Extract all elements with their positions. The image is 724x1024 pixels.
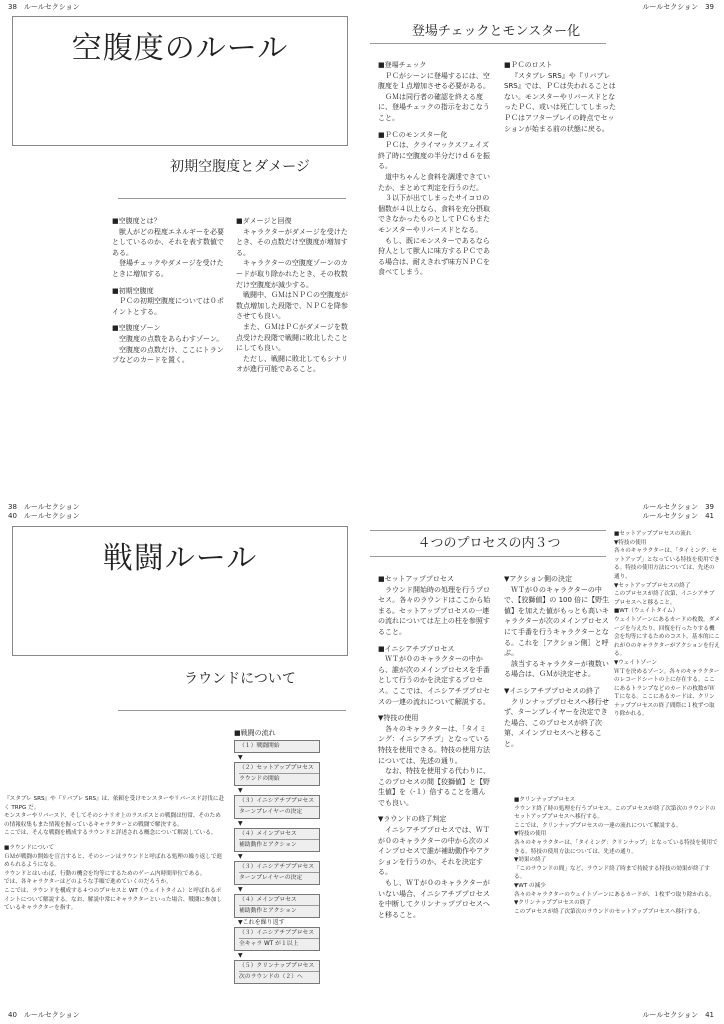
divider <box>118 710 346 711</box>
paragraph: イニシアチブプロセスでは、ＷＴが０のキャラクターの中から次のメインプロセスで誰が補助動作やアクションを行うのか、それを決定する。 <box>378 826 490 877</box>
flow-step-label: （５）クリンナッププロセス <box>239 962 315 969</box>
flow-step-note: 補助動作とアクション <box>239 905 319 916</box>
title-box <box>12 16 348 146</box>
flow-step-note: 全キャラ WT が１以上 <box>239 938 319 949</box>
flow-step-label: （２）セットアッププロセス <box>239 764 314 771</box>
section-heading: ■ＰＣのモンスター化 <box>378 130 448 139</box>
page-header-right: ルールセクション 39 <box>642 3 714 11</box>
section-heading: ▼ラウンドの終了判定 <box>378 815 447 824</box>
paragraph: ただし、戦闘に敗北してもシナリオが進行可能であること。 <box>236 354 348 374</box>
paragraph: 各々のキャラクターのウェイトゾーンにあるカードが、１枚ずつ取り除かれる。 <box>514 891 715 898</box>
flow-arrow: ▼これを繰り返す <box>238 918 285 926</box>
paragraph: ■ラウンドについて <box>4 844 54 851</box>
flow-arrow: ▼ <box>238 852 243 860</box>
page-header-left: 40 ルールセクション <box>8 512 80 520</box>
section-heading: ▼特技の使用 <box>614 539 647 546</box>
section-heading: ■クリンナッププロセス <box>514 797 576 803</box>
flow-step-note: 補助動作とアクション <box>239 839 319 850</box>
divider <box>370 43 606 44</box>
flow-step <box>234 927 320 951</box>
section-heading: ■イニシアチブプロセス <box>378 644 455 653</box>
flow-step <box>234 828 320 852</box>
section-heading: ▼WT の減少 <box>514 882 546 889</box>
section-heading: ■セットアッププロセスの流れ <box>614 531 692 537</box>
flow-step <box>234 861 320 885</box>
paragraph: キャラクターの空腹度ゾーンのカードが取り除かれたとき、その枚数だけ空腹度が減少する。 <box>236 259 348 289</box>
column-processes-1 <box>378 574 492 920</box>
paragraph: 「このラウンドの間」など、ラウンド終了時まで持続する特技の効果が終了する。 <box>514 865 710 881</box>
page-footer-left: 40 ルールセクション <box>8 1011 80 1019</box>
flow-step-note: ターンプレイヤーの決定 <box>239 872 319 883</box>
section-heading: ■空腹度ゾーン <box>112 324 161 333</box>
section-heading: ■ＰＣのロスト <box>504 61 553 69</box>
right-section-title: 登場チェックとモンスター化 <box>411 24 581 39</box>
column-right-1 <box>378 60 492 278</box>
paragraph: ラウンドとはいわば、行動の機会を均等にするためのゲーム内時間単位である。 <box>4 870 206 877</box>
paragraph: もし、既にモンスターであるなら狩人として獣人に味方するＰＣである場合は、耐えきれず味方ＮＰＣを食べてしまう。 <box>378 236 490 277</box>
section-heading: ■WT（ウェイトタイム） <box>614 608 679 615</box>
column-processes-2 <box>504 574 614 750</box>
paragraph: ＧＭは同行者の確認を終える度に、登場チェックの指示をおこなうこと。 <box>378 92 490 122</box>
flow-arrow: ▼ <box>238 951 243 959</box>
flow-step-label: （３）イニシアチブプロセス <box>239 929 315 936</box>
flow-step <box>234 894 320 918</box>
column-left-1 <box>112 216 224 366</box>
flow-step-note: ラウンドの開始 <box>239 773 319 784</box>
section-heading: ▼効果の終了 <box>514 857 547 864</box>
section-heading: ■セットアッププロセス <box>378 575 454 583</box>
section-heading: ▼クリンナッププロセスの終了 <box>514 900 591 907</box>
paragraph: 戦闘中、ＧＭはＮＰＣの空腹度が数点増加した段階で、ＮＰＣを降参させても良い。 <box>236 291 348 321</box>
title-box <box>12 526 348 656</box>
paragraph: モンスターやリバースド、そしてそのシナリオ上のラスボスとの戦闘は恒常、そのための情報収集もまた情報を握っているキャラクターとの戦闘で解決する。 <box>4 813 221 828</box>
paragraph: ＧＭが戦闘の開始を宣言すると、そのシーンはラウンドと呼ばれる処理の繰り返しで進められるようになる。 <box>4 853 223 869</box>
paragraph: 獣人がどの程度エネルギーを必要としているのか、それを表す数値である。 <box>112 227 224 257</box>
paragraph: このプロセスが終了次第次のラウンドのセットアッププロセスへ移行する。 <box>514 908 704 915</box>
column-left-2 <box>236 216 348 375</box>
section-heading: ▼特技の使用 <box>378 714 419 723</box>
paragraph: ＰＣの初期空腹度については０ポイントとする。 <box>112 297 224 316</box>
section-heading: ■初期空腹度 <box>112 286 154 295</box>
section-heading: ▼セットアッププロセスの終了 <box>614 582 691 589</box>
paragraph: 各々のキャラクターは、「タイミング：クリンナップ」となっている特技を使用できる。特技の使用方法については、先述の通り。 <box>514 839 718 855</box>
page-title: 空腹度のルール <box>71 31 289 66</box>
paragraph: ラウンド開始時の処理を行うプロセス。各々のラウンドはここから始まる。セットアッププロセスの一連の流れについては左上の柱を参照すること。 <box>378 585 491 636</box>
paragraph: 道中ちゃんと食料を調達できていたか、まとめて判定を行うのだ。 <box>378 172 490 192</box>
paragraph: もし、ＷＴが０のキャラクターがいない場合、イニシアチブプロセスを中断してクリンナッププロセスへと移ること。 <box>378 879 490 919</box>
paragraph: ＰＣがシーンに登場するには、空腹度を１点増加させる必要がある。 <box>378 71 490 91</box>
column-cleanup <box>514 796 720 916</box>
page-header-left: 38 ルールセクション <box>8 3 80 11</box>
page-header-right: ルールセクション 41 <box>642 512 714 520</box>
flow-list <box>234 740 330 984</box>
divider <box>370 556 606 557</box>
flow-step-label: （１）戦闘開始 <box>239 742 280 749</box>
section-heading: ▼イニシアチブプロセスの終了 <box>504 686 601 695</box>
paragraph: 『スタブレ SRS』や『リバブレ SRS』は、依頼を受けモンスターやリバースド討伐に赴く TRPG だ。 <box>4 796 225 811</box>
paragraph: ＷＴを決めるゾーン。各々のキャラクターのレコードシートの上に存在する。ここにあるトランプなどのカードの枚数がＷＴになる。ここにあるカードは、クリンナッププロセスの終了間際に１枚ずつ取り除かれる。 <box>614 668 720 718</box>
column-right-2 <box>504 60 616 134</box>
section-heading: ▼アクション側の決定 <box>504 575 573 583</box>
intro-text <box>4 795 226 913</box>
flow-arrow: ▼ <box>238 786 243 794</box>
paragraph: 各々のキャラクターは、「タイミング：イニシアチブ」となっている特技を使用できる。特技の使用方法については、先述の通り。 <box>378 724 490 765</box>
section-subtitle: ラウンドについて <box>184 671 296 687</box>
flow-step-note: ターンプレイヤーの決定 <box>239 806 319 817</box>
paragraph: 空腹度の点数をあらわすゾーン。 <box>119 334 224 343</box>
paragraph: 空腹度の点数だけ、ここにトランプなどのカードを置く。 <box>112 345 224 365</box>
paragraph: ウェイトゾーンにあるカードの枚数。ダメージを与えたり、回復を行ったりする機会を均等にするためのコスト。基本的にこれが０のキャラクターがアクションを行える。 <box>614 616 720 658</box>
paragraph: クリンナッププロセスへ移行せず、ターンプレイヤーを決定できた場合、このプロセスが終了次第、メインプロセスへと移ること。 <box>504 697 609 748</box>
divider <box>118 198 346 199</box>
paragraph: このプロセスが終了次第、イニシアチブプロセスへと移ること。 <box>614 591 715 606</box>
paragraph: 該当するキャラクターが複数いる場合は、ＧＭが決定せよ。 <box>504 659 609 679</box>
section-heading: ■登場チェック <box>378 61 427 69</box>
paragraph: ＷＴが０のキャラクターの中から、誰が次のメインプロセスを手番として行うのかを決定するプロセス。ここでは、イニシアチブプロセスの一連の流れについて解説する。 <box>378 655 490 706</box>
paragraph: なお、特技を使用する代わりに、このプロセスの間【狡獅値】と【野生値】を（-１）倍することを選んでも良い。 <box>378 767 490 807</box>
right-section-title: ４つのプロセスの内３つ <box>417 536 561 551</box>
flow-step-label: （４）メインプロセス <box>239 896 297 903</box>
paragraph: ここでは、クリンナッププロセスの一連の流れについて解説する。 <box>514 822 682 829</box>
flow-step-label: （３）イニシアチブプロセス <box>239 797 315 804</box>
section-heading: ▼特技の使用 <box>514 831 547 838</box>
page-title: 戦闘ルール <box>102 541 258 576</box>
flow-step-note: 次のラウンドの（２）へ <box>239 971 319 982</box>
paragraph: ラウンド終了時の処理を行うプロセス。このプロセスが終了次第次のラウンドのセットアッププロセスへ移行する。 <box>514 805 716 821</box>
divider <box>370 530 606 531</box>
page-header-left: 38 ルールセクション <box>8 503 80 511</box>
page-footer-right: ルールセクション 41 <box>642 1011 714 1019</box>
paragraph: 登場チェックやダメージを受けたときに増加する。 <box>112 259 224 278</box>
flow-step-label: （４）メインプロセス <box>239 830 297 837</box>
flow-title: ■戦闘の流れ <box>234 729 276 737</box>
paragraph: ここでは、そんな戦闘を構成するラウンドと詳述される概念について解説している。 <box>4 830 217 837</box>
page-header-right: ルールセクション 39 <box>642 503 714 511</box>
paragraph: 各々のキャラクターは、「タイミング：セットアップ」となっている特技を使用できる。特技の使用方法については、先述の通り。 <box>614 548 720 580</box>
flow-step <box>234 960 320 984</box>
flow-step-label: （３）イニシアチブプロセス <box>239 863 315 870</box>
paragraph: ＰＣは、クライマックスフェイズ終了時に空腹度の半分だけｄ６を振る。 <box>378 141 490 171</box>
paragraph: キャラクターがダメージを受けたとき、その点数だけ空腹度が増加する。 <box>236 227 348 257</box>
paragraph: ここでは、ラウンドを構成する４つのプロセスと WT（ウェイトタイム）と呼ばれるポイントについて解説する。なお、解説中常にキャラクターといった場合、戦闘に参加しているキャラクターを指す。 <box>4 887 222 912</box>
flow-arrow: ▼ <box>238 885 243 893</box>
flow-arrow: ▼ <box>238 753 243 761</box>
paragraph: では、各キャラクターはどのような手順で進めていくのだろうか。 <box>4 879 172 886</box>
paragraph: 『スタブレ SRS』や『リバブレ SRS』では、ＰＣは失われることはない。モンスターやリバースドとなったＰＣ、或いは死亡してしまったＰＣはアフタープレイの時点でセッションが始まる前の状態に戻る。 <box>504 71 616 133</box>
section-heading: ■ダメージと回復 <box>236 217 292 225</box>
paragraph: また、ＧＭはＰＣがダメージを数点受けた段階で戦闘に敗北したことにしても良い。 <box>236 322 348 353</box>
flow-arrow: ▼ <box>238 819 243 827</box>
paragraph: ＷＴが０のキャラクターの中で、【狡獅値】の 100 倍に【野生値】を加えた値がもっとも高いキャラクターが次のメインプロセスにて手番を行うキャラクターとなる。これを［アクション側］と呼ぶ。 <box>504 585 610 658</box>
flow-step <box>234 762 320 786</box>
flow-step <box>234 740 320 753</box>
column-sidebar <box>614 530 720 719</box>
paragraph: ３以下が出てしまったサイコロの個数が４以上なら、食料を充分摂取できなかったものとしてＰＣもまたモンスターやリバースドとなる。 <box>378 194 490 234</box>
flow-step <box>234 795 320 819</box>
section-subtitle: 初期空腹度とダメージ <box>170 159 310 175</box>
battle-flow <box>234 728 330 984</box>
section-heading: ▼ウェイトゾーン <box>614 659 658 666</box>
section-heading: ■空腹度とは？ <box>112 217 161 225</box>
